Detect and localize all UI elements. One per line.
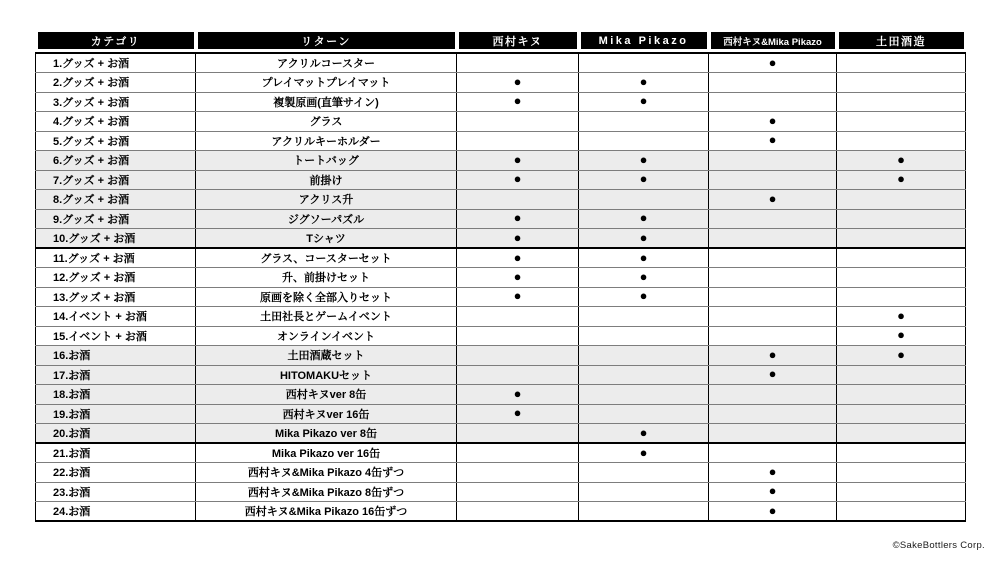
table-row [36, 73, 966, 93]
column-header-label: 西村キヌ [459, 32, 577, 49]
column-header-mika-pikazo [579, 32, 709, 53]
mark-cell-empty [579, 404, 709, 424]
bullet-dot-icon: ● [897, 151, 905, 167]
bullet-dot-icon: ● [897, 346, 905, 362]
table-row [36, 385, 966, 405]
mark-cell-empty [837, 365, 966, 385]
table-row [36, 424, 966, 444]
bullet-dot-icon: ● [513, 73, 522, 89]
mark-cell-empty [837, 482, 966, 502]
bullet-dot-icon: ● [639, 249, 648, 265]
category-cell: 9.グッズ + お酒 [36, 209, 196, 229]
category-cell: 4.グッズ + お酒 [36, 112, 196, 132]
category-cell: 2.グッズ + お酒 [36, 73, 196, 93]
mark-cell-filled [709, 463, 837, 483]
table-row [36, 482, 966, 502]
return-cell: 原画を除く全部入りセット [196, 287, 457, 307]
mark-cell-filled [579, 424, 709, 444]
mark-cell-empty [837, 92, 966, 112]
bullet-dot-icon: ● [768, 112, 777, 128]
column-header-tsuchida-shuzo [837, 32, 966, 53]
bullet-dot-icon: ● [513, 288, 522, 304]
mark-cell-empty [709, 307, 837, 327]
category-cell: 12.グッズ + お酒 [36, 268, 196, 288]
bullet-dot-icon: ● [639, 229, 648, 245]
mark-cell-filled [457, 248, 579, 268]
table-row [36, 404, 966, 424]
bullet-dot-icon: ● [897, 307, 905, 323]
bullet-dot-icon: ● [639, 151, 648, 167]
mark-cell-filled [709, 53, 837, 73]
table-row [36, 190, 966, 210]
mark-cell-empty [579, 365, 709, 385]
table-body [36, 53, 966, 521]
return-cell: 西村キヌver 16缶 [196, 404, 457, 424]
bullet-dot-icon: ● [768, 190, 777, 206]
mark-cell-empty [709, 209, 837, 229]
mark-cell-empty [709, 268, 837, 288]
bullet-dot-icon: ● [768, 502, 777, 518]
mark-cell-empty [837, 404, 966, 424]
mark-cell-empty [837, 190, 966, 210]
table-row [36, 151, 966, 171]
bullet-dot-icon: ● [639, 73, 648, 89]
mark-cell-empty [837, 248, 966, 268]
mark-cell-filled [457, 92, 579, 112]
mark-cell-filled [457, 170, 579, 190]
mark-cell-filled [709, 112, 837, 132]
mark-cell-filled [709, 190, 837, 210]
mark-cell-empty [579, 190, 709, 210]
bullet-dot-icon: ● [768, 54, 777, 70]
return-cell: アクリス升 [196, 190, 457, 210]
mark-cell-empty [457, 112, 579, 132]
column-header-nishimura-kinu [457, 32, 579, 53]
bullet-dot-icon: ● [639, 424, 648, 440]
mark-cell-empty [709, 229, 837, 249]
category-cell: 11.グッズ + お酒 [36, 248, 196, 268]
mark-cell-empty [837, 463, 966, 483]
bullet-dot-icon: ● [768, 366, 777, 382]
mark-cell-empty [579, 463, 709, 483]
table-row [36, 170, 966, 190]
mark-cell-filled [579, 92, 709, 112]
bullet-dot-icon: ● [513, 171, 522, 187]
mark-cell-empty [837, 443, 966, 463]
column-header-label: 土田酒造 [839, 32, 964, 49]
table-row [36, 112, 966, 132]
mark-cell-filled [709, 502, 837, 522]
return-cell: オンラインイベント [196, 326, 457, 346]
bullet-dot-icon: ● [768, 132, 777, 148]
category-cell: 17.お酒 [36, 365, 196, 385]
mark-cell-empty [837, 73, 966, 93]
mark-cell-empty [457, 502, 579, 522]
return-cell: トートバッグ [196, 151, 457, 171]
column-header-return [196, 32, 457, 53]
mark-cell-empty [709, 385, 837, 405]
bullet-dot-icon: ● [513, 385, 522, 401]
column-header-label: リターン [198, 32, 455, 49]
mark-cell-empty [837, 131, 966, 151]
table-row [36, 131, 966, 151]
mark-cell-filled [837, 151, 966, 171]
mark-cell-filled [837, 307, 966, 327]
category-cell: 5.グッズ + お酒 [36, 131, 196, 151]
mark-cell-empty [837, 268, 966, 288]
mark-cell-empty [579, 385, 709, 405]
mark-cell-empty [837, 502, 966, 522]
table-row [36, 287, 966, 307]
mark-cell-filled [709, 482, 837, 502]
mark-cell-empty [709, 170, 837, 190]
mark-cell-empty [837, 229, 966, 249]
mark-cell-empty [457, 307, 579, 327]
bullet-dot-icon: ● [639, 93, 648, 109]
table-row [36, 463, 966, 483]
bullet-dot-icon: ● [513, 93, 522, 109]
mark-cell-empty [457, 443, 579, 463]
mark-cell-empty [837, 385, 966, 405]
category-cell: 8.グッズ + お酒 [36, 190, 196, 210]
category-cell: 24.お酒 [36, 502, 196, 522]
column-header-label: Mika Pikazo [581, 32, 707, 49]
bullet-dot-icon: ● [639, 288, 648, 304]
table-row [36, 53, 966, 73]
category-cell: 22.お酒 [36, 463, 196, 483]
mark-cell-filled [579, 170, 709, 190]
table-row [36, 268, 966, 288]
category-cell: 10.グッズ + お酒 [36, 229, 196, 249]
mark-cell-filled [579, 287, 709, 307]
mark-cell-filled [457, 385, 579, 405]
category-cell: 3.グッズ + お酒 [36, 92, 196, 112]
bullet-dot-icon: ● [513, 151, 522, 167]
mark-cell-filled [579, 151, 709, 171]
bullet-dot-icon: ● [897, 327, 905, 343]
return-cell: Mika Pikazo ver 8缶 [196, 424, 457, 444]
table-row [36, 502, 966, 522]
table-row [36, 229, 966, 249]
bullet-dot-icon: ● [768, 346, 777, 362]
mark-cell-filled [457, 73, 579, 93]
mark-cell-empty [709, 404, 837, 424]
return-cell: 西村キヌ&Mika Pikazo 16缶ずつ [196, 502, 457, 522]
category-cell: 23.お酒 [36, 482, 196, 502]
mark-cell-empty [579, 482, 709, 502]
mark-cell-empty [457, 463, 579, 483]
mark-cell-filled [837, 170, 966, 190]
mark-cell-filled [457, 268, 579, 288]
mark-cell-empty [837, 287, 966, 307]
category-cell: 13.グッズ + お酒 [36, 287, 196, 307]
mark-cell-filled [457, 404, 579, 424]
bullet-dot-icon: ● [513, 210, 522, 226]
mark-cell-empty [457, 346, 579, 366]
copyright-text: ©SakeBottlers Corp. [892, 540, 985, 551]
mark-cell-filled [457, 151, 579, 171]
mark-cell-empty [837, 112, 966, 132]
mark-cell-empty [579, 53, 709, 73]
category-cell: 15.イベント + お酒 [36, 326, 196, 346]
table-row [36, 248, 966, 268]
bullet-dot-icon: ● [513, 405, 522, 421]
mark-cell-filled [709, 346, 837, 366]
mark-cell-empty [709, 151, 837, 171]
mark-cell-empty [709, 287, 837, 307]
mark-cell-filled [457, 229, 579, 249]
table-header [36, 32, 966, 53]
bullet-dot-icon: ● [639, 210, 648, 226]
mark-cell-empty [579, 112, 709, 132]
category-cell: 21.お酒 [36, 443, 196, 463]
column-header-label: 西村キヌ&Mika Pikazo [711, 32, 835, 49]
category-cell: 1.グッズ + お酒 [36, 53, 196, 73]
table-row [36, 365, 966, 385]
return-cell: 升、前掛けセット [196, 268, 457, 288]
mark-cell-filled [837, 326, 966, 346]
table-row [36, 346, 966, 366]
mark-cell-filled [579, 268, 709, 288]
bullet-dot-icon: ● [639, 171, 648, 187]
category-cell: 14.イベント + お酒 [36, 307, 196, 327]
return-cell: ジグソーパズル [196, 209, 457, 229]
mark-cell-filled [837, 346, 966, 366]
bullet-dot-icon: ● [897, 171, 905, 187]
bullet-dot-icon: ● [513, 249, 522, 265]
return-cell: Mika Pikazo ver 16缶 [196, 443, 457, 463]
table-row [36, 307, 966, 327]
return-cell: グラス [196, 112, 457, 132]
return-cell: 西村キヌver 8缶 [196, 385, 457, 405]
mark-cell-filled [457, 287, 579, 307]
table-row [36, 209, 966, 229]
mark-cell-filled [457, 209, 579, 229]
category-cell: 7.グッズ + お酒 [36, 170, 196, 190]
return-cell: 前掛け [196, 170, 457, 190]
mark-cell-empty [837, 209, 966, 229]
return-cell: グラス、コースターセット [196, 248, 457, 268]
mark-cell-filled [579, 73, 709, 93]
mark-cell-empty [457, 365, 579, 385]
mark-cell-empty [579, 326, 709, 346]
mark-cell-filled [579, 229, 709, 249]
bullet-dot-icon: ● [639, 268, 648, 284]
mark-cell-empty [837, 424, 966, 444]
return-cell: HITOMAKUセット [196, 365, 457, 385]
mark-cell-filled [579, 209, 709, 229]
table-row [36, 326, 966, 346]
return-cell: Tシャツ [196, 229, 457, 249]
category-cell: 6.グッズ + お酒 [36, 151, 196, 171]
column-header-category [36, 32, 196, 53]
return-cell: 西村キヌ&Mika Pikazo 4缶ずつ [196, 463, 457, 483]
mark-cell-empty [709, 92, 837, 112]
mark-cell-empty [709, 248, 837, 268]
category-cell: 18.お酒 [36, 385, 196, 405]
bullet-dot-icon: ● [768, 483, 777, 499]
column-header-label: カテゴリ [38, 32, 194, 49]
return-cell: アクリルコースター [196, 53, 457, 73]
mark-cell-empty [457, 424, 579, 444]
mark-cell-empty [457, 190, 579, 210]
bullet-dot-icon: ● [513, 268, 522, 284]
category-cell: 16.お酒 [36, 346, 196, 366]
return-cell: 土田社長とゲームイベント [196, 307, 457, 327]
bullet-dot-icon: ● [639, 444, 648, 460]
mark-cell-empty [709, 424, 837, 444]
mark-cell-empty [457, 482, 579, 502]
table-row [36, 443, 966, 463]
mark-cell-empty [709, 73, 837, 93]
return-cell: 西村キヌ&Mika Pikazo 8缶ずつ [196, 482, 457, 502]
mark-cell-empty [837, 53, 966, 73]
header-row [36, 32, 966, 53]
bullet-dot-icon: ● [768, 463, 777, 479]
return-cell: 複製原画(直筆サイン) [196, 92, 457, 112]
mark-cell-empty [579, 346, 709, 366]
category-cell: 19.お酒 [36, 404, 196, 424]
bullet-dot-icon: ● [513, 229, 522, 245]
mark-cell-filled [579, 248, 709, 268]
column-header-kinu-and-pikazo [709, 32, 837, 53]
mark-cell-empty [709, 326, 837, 346]
mark-cell-filled [709, 131, 837, 151]
return-cell: プレイマットプレイマット [196, 73, 457, 93]
mark-cell-empty [579, 131, 709, 151]
category-cell: 20.お酒 [36, 424, 196, 444]
mark-cell-empty [579, 307, 709, 327]
mark-cell-empty [457, 131, 579, 151]
table-row [36, 92, 966, 112]
mark-cell-empty [457, 326, 579, 346]
mark-cell-empty [457, 53, 579, 73]
mark-cell-empty [709, 443, 837, 463]
mark-cell-filled [709, 365, 837, 385]
rewards-table [35, 32, 966, 522]
mark-cell-empty [579, 502, 709, 522]
mark-cell-filled [579, 443, 709, 463]
return-cell: 土田酒蔵セット [196, 346, 457, 366]
return-cell: アクリルキーホルダー [196, 131, 457, 151]
